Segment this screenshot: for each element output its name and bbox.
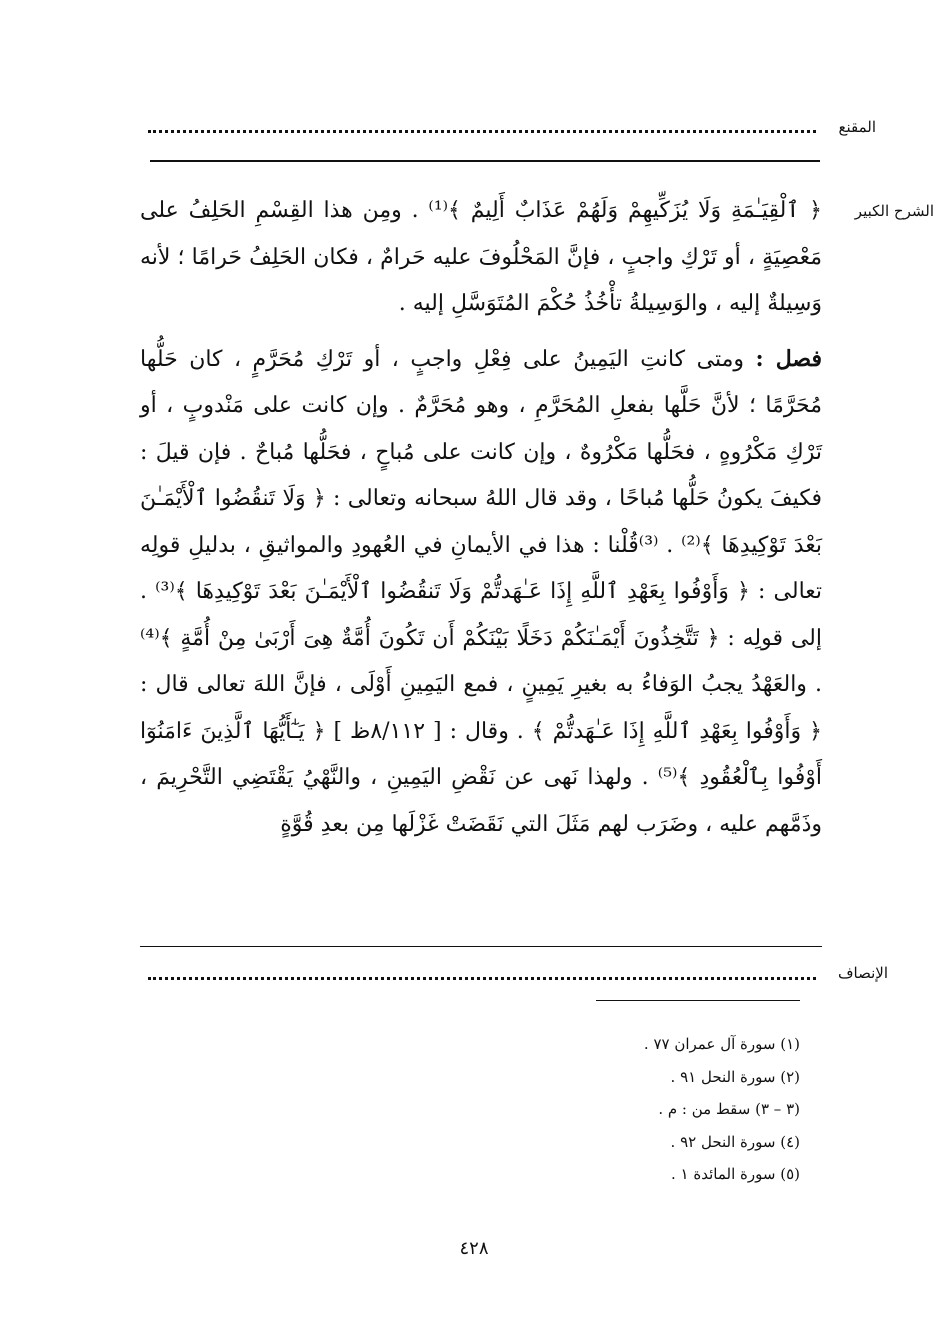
header-solid-rule <box>150 160 820 162</box>
footnote-separator <box>596 1000 800 1001</box>
footnotes-list <box>644 1028 800 1191</box>
paragraph-2 <box>140 336 822 849</box>
footnote-1: (١) سورة آل عمران ٧٧ . <box>643 1035 800 1053</box>
paragraph-2-text: ومتى كانتِ اليَمِينُ على فِعْلِ واجبٍ ، أو تَرْكِ مُحَرَّمٍ ، كان حَلُّها مُحَرَّمًا ؛ لأنَّ حَلَّها بفعلِ المُحَرَّمِ ، وهو مُحَرَّمٌ . وإن كانت على مَنْدوبٍ ، أو تَرْكِ مَكْرُوهٍ ، فحَلُّها مَكْرُوهٌ ، وإن كانت على مُباحٍ ، فحَلُّها مُباحٌ . فإن قيلَ : فكيفَ يكونُ حَلُّها مُباحًا ، وقد قال اللهُ سبحانه وتعالى : ﴿ وَلَا تَنقُضُوا ٱلْأَيْمَـٰنَ بَعْدَ تَوْكِيدِهَا ﴾⁽²⁾ . ⁽³⁾قُلْنا : هذا في الأيمانِ في العُهودِ والمواثيقِ ، بدليلِ قولِه تعالى : ﴿ وَأَوْفُوا بِعَهْدِ ٱللَّهِ إِذَا عَـٰهَدتُّمْ وَلَا تَنقُضُوا ٱلْأَيْمَـٰنَ بَعْدَ تَوْكِيدِهَا ﴾⁽³⁾ . إلى قولِه : ﴿ تَتَّخِذُونَ أَيْمَـٰنَكُمْ دَخَلًا بَيْنَكُمْ أَن تَكُونَ أُمَّةٌ هِىَ أَرْبَىٰ مِنْ أُمَّةٍ ﴾⁽⁴⁾ . والعَهْدُ يجبُ الوَفاءُ به بغيرِ يَمِينٍ ، فمع اليَمِينِ أَوْلَى ، فإنَّ اللهَ تعالى قال : ﴿ وَأَوْفُوا بِعَهْدِ ٱللَّهِ إِذَا عَـٰهَدتُّمْ ﴾ . وقال : [ ٨/١١٢ظ ] ﴿ يَـٰٓأَيُّهَا ٱلَّذِينَ ءَامَنُوٓا أَوْفُوا بِٱلْعُقُودِ ﴾⁽⁵⁾ . ولهذا نَهى عن نَقْضِ اليَمِينِ ، والنَّهْيُ يَقْتَضِي التَّحْرِيمَ ، وذَمَّهم عليه ، وضَرَب لهم مَثَلَ التي نَقَضَتْ غَزْلَها مِن بعدِ قُوَّةٍ <box>140 346 823 837</box>
fasl-heading: فصل : <box>755 345 822 372</box>
commentary-label: الشرح الكبير <box>854 202 934 220</box>
footnote-2: (٢) سورة النحل ٩١ . <box>670 1067 800 1086</box>
page-number: ٤٢٨ <box>459 1238 489 1259</box>
footnote-3: (٣ – ٣) سقط من : م . <box>658 1100 800 1118</box>
body-end-rule <box>140 946 822 947</box>
paragraph-1: ﴿ ٱلْقِيَـٰمَةِ وَلَا يُزَكِّيهِمْ وَلَهُمْ عَذَابٌ أَلِيمٌ ﴾⁽¹⁾ . ومِن هذا القِسْمِ الحَلِفُ على مَعْصِيَةٍ ، أو تَرْكِ واجبٍ ، فإنَّ المَحْلُوفَ عليه حَرامٌ ، فكان الحَلِفُ حَرامًا ؛ لأنه وَسِيلةٌ إليه ، والوَسِيلةُ تأْخُذُ حُكْمَ المُتَوَسَّلِ إليه . <box>140 198 823 316</box>
footnote-4: (٤) سورة النحل ٩٢ . <box>670 1132 800 1151</box>
insaf-dotted-rule <box>148 977 816 980</box>
commentary-body <box>140 188 822 848</box>
header-dotted-rule <box>148 130 816 133</box>
book-title: المقنع <box>838 118 876 136</box>
insaf-label: الإنصاف <box>837 964 888 982</box>
footnote-5: (٥) سورة المائدة ١ . <box>671 1165 800 1183</box>
